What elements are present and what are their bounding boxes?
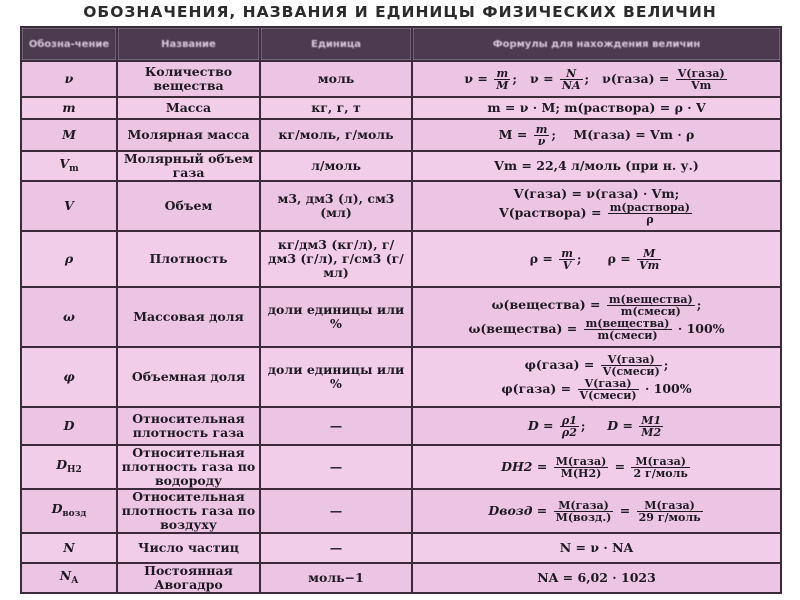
cell-symbol: N bbox=[21, 533, 117, 563]
cell-formula: Dвозд = $\frac{\text{M(газа)}}{\text{M(возд.)}}$ = $\frac{\text{M(газа)}}{\text{29 г/моль}}$ bbox=[412, 489, 781, 533]
cell-unit: м3, дм3 (л), см3 (мл) bbox=[260, 181, 412, 231]
cell-symbol: $D_{возд}$ bbox=[21, 489, 117, 533]
cell-unit: моль bbox=[260, 61, 412, 97]
quantities-table bbox=[20, 26, 782, 594]
cell-name: Объем bbox=[117, 181, 260, 231]
table-row bbox=[21, 97, 781, 119]
cell-unit: моль−1 bbox=[260, 563, 412, 593]
cell-unit: — bbox=[260, 489, 412, 533]
table-row bbox=[21, 445, 781, 489]
cell-name: Объемная доля bbox=[117, 347, 260, 407]
header-formulas: Формулы для нахождения величин bbox=[412, 27, 781, 61]
cell-formula: N = ν · NA bbox=[412, 533, 781, 563]
table-row bbox=[21, 231, 781, 287]
cell-formula: NA = 6,02 · 1023 bbox=[412, 563, 781, 593]
cell-name: Относительная плотность газа по воздуху bbox=[117, 489, 260, 533]
table-row bbox=[21, 563, 781, 593]
header-symbol: Обозна-чение bbox=[21, 27, 117, 61]
cell-symbol: $V_m$ bbox=[21, 151, 117, 181]
cell-symbol: V bbox=[21, 181, 117, 231]
cell-formula: DH2 = $\frac{\text{M(газа)}}{M(H2)}$ = $\frac{\text{M(газа)}}{\text{2 г/моль}}$ bbox=[412, 445, 781, 489]
cell-unit: — bbox=[260, 445, 412, 489]
table-header-row bbox=[21, 27, 781, 61]
header-unit: Единица bbox=[260, 27, 412, 61]
cell-name: Постоянная Авогадро bbox=[117, 563, 260, 593]
cell-formula: ν = $\frac{m}{M}$ ; ν = $\frac{N}{NA}$ ; ν(газа) = $\frac{\text{V(газа)}}{Vm}$ bbox=[412, 61, 781, 97]
cell-unit: кг/дм3 (кг/л), г/дм3 (г/л), г/см3 (г/мл) bbox=[260, 231, 412, 287]
cell-name: Молярная масса bbox=[117, 119, 260, 151]
cell-unit: — bbox=[260, 407, 412, 445]
cell-formula: ω(вещества) = $\frac{\text{m(вещества)}}{\text{m(смеси)}}$ ; ω(вещества) = $\frac{\text{m(вещества)}}{\text{m(смеси)}}$ · 100% bbox=[412, 287, 781, 347]
cell-name: Массовая доля bbox=[117, 287, 260, 347]
cell-symbol: $N_A$ bbox=[21, 563, 117, 593]
cell-formula: Vm = 22,4 л/моль (при н. у.) bbox=[412, 151, 781, 181]
cell-symbol: φ bbox=[21, 347, 117, 407]
cell-name: Число частиц bbox=[117, 533, 260, 563]
cell-symbol: D bbox=[21, 407, 117, 445]
cell-formula: ρ = $\frac{m}{V}$ ; ρ = $\frac{M}{Vm}$ bbox=[412, 231, 781, 287]
cell-unit: кг, г, т bbox=[260, 97, 412, 119]
cell-symbol: m bbox=[21, 97, 117, 119]
cell-name: Молярный объем газа bbox=[117, 151, 260, 181]
table-row bbox=[21, 407, 781, 445]
cell-unit: доли единицы или % bbox=[260, 287, 412, 347]
cell-unit: кг/моль, г/моль bbox=[260, 119, 412, 151]
cell-formula: D = $\frac{\rho 1}{\rho 2}$ ; D = $\frac{M1}{M2}$ bbox=[412, 407, 781, 445]
table-row bbox=[21, 61, 781, 97]
table-row bbox=[21, 489, 781, 533]
cell-formula: M = $\frac{m}{\nu}$ ; M(газа) = Vm · ρ bbox=[412, 119, 781, 151]
table-row bbox=[21, 119, 781, 151]
cell-symbol: M bbox=[21, 119, 117, 151]
cell-formula: φ(газа) = $\frac{\text{V(газа)}}{\text{V(смеси)}}$ ; φ(газа) = $\frac{\text{V(газа)}}{\text{V(смеси)}}$ · 100% bbox=[412, 347, 781, 407]
table-row bbox=[21, 151, 781, 181]
cell-name: Плотность bbox=[117, 231, 260, 287]
table-row bbox=[21, 287, 781, 347]
cell-symbol: $D_{H2}$ bbox=[21, 445, 117, 489]
cell-symbol: ν bbox=[21, 61, 117, 97]
cell-formula: V(газа) = ν(газа) · Vm; V(раствора) = $\frac{\text{m(раствора)}}{\rho}$ bbox=[412, 181, 781, 231]
cell-symbol: ω bbox=[21, 287, 117, 347]
cell-name: Количество вещества bbox=[117, 61, 260, 97]
cell-unit: доли единицы или % bbox=[260, 347, 412, 407]
table-row bbox=[21, 181, 781, 231]
cell-symbol: ρ bbox=[21, 231, 117, 287]
cell-unit: л/моль bbox=[260, 151, 412, 181]
table-row bbox=[21, 533, 781, 563]
cell-formula: m = ν · M; m(раствора) = ρ · V bbox=[412, 97, 781, 119]
cell-name: Масса bbox=[117, 97, 260, 119]
cell-unit: — bbox=[260, 533, 412, 563]
table-row bbox=[21, 347, 781, 407]
cell-name: Относительная плотность газа bbox=[117, 407, 260, 445]
header-name: Название bbox=[117, 27, 260, 61]
cell-name: Относительная плотность газа по водороду bbox=[117, 445, 260, 489]
page-title: ОБОЗНАЧЕНИЯ, НАЗВАНИЯ И ЕДИНИЦЫ ФИЗИЧЕСКИХ ВЕЛИЧИН bbox=[83, 3, 717, 21]
